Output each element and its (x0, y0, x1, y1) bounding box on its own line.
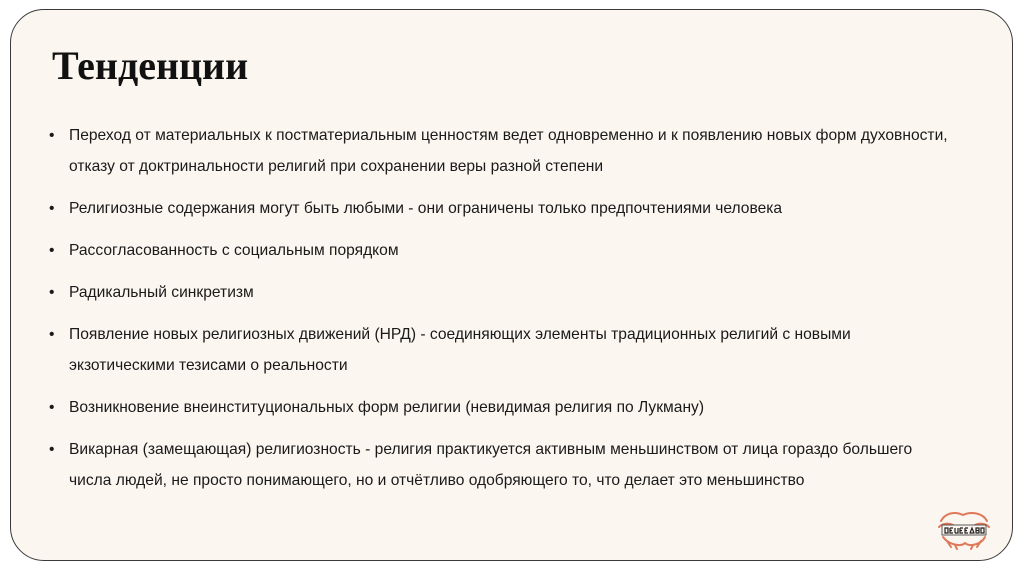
bullet-marker: • (49, 200, 55, 217)
bullet-item (49, 319, 949, 381)
bullet-list (49, 120, 949, 507)
obshchee-delo-logo-icon (935, 505, 993, 551)
bullet-text: Рассогласованность с социальным порядком (69, 242, 399, 259)
bullet-text: Религиозные содержания могут быть любыми - они ограничены только предпочтениями человека (69, 200, 783, 217)
bullet-item (49, 392, 949, 423)
bullet-marker: • (49, 399, 55, 416)
bullet-marker: • (49, 242, 55, 259)
bullet-item (49, 193, 949, 224)
bullet-text: Радикальный синкретизм (69, 284, 254, 301)
bullet-text: Переход от материальных к постматериальным ценностям ведет одновременно и к появлению новых форм духовности, отказу от доктринальности религий при сохранении веры разной степени (69, 127, 948, 175)
slide-title: Тенденции (52, 43, 249, 88)
bullet-marker: • (49, 127, 55, 144)
bullet-text: Викарная (замещающая) религиозность - религия практикуется активным меньшинством от лица гораздо большего числа людей, не просто понимающего, но и отчётливо одобряющего то, что делает это меньшинство (69, 441, 913, 489)
content-card (10, 9, 1013, 561)
bullet-item (49, 235, 949, 266)
bullet-text: Возникновение внеинституциональных форм религии (невидимая религия по Лукману) (69, 399, 705, 416)
bullet-marker: • (49, 284, 55, 301)
bullet-item (49, 277, 949, 308)
bullet-marker: • (49, 441, 55, 458)
bullet-item (49, 434, 949, 496)
bullet-item (49, 120, 949, 182)
bullet-marker: • (49, 326, 55, 343)
bullet-text: Появление новых религиозных движений (НРД) - соединяющих элементы традиционных религий с новыми экзотическими тезисами о реальности (69, 326, 851, 374)
